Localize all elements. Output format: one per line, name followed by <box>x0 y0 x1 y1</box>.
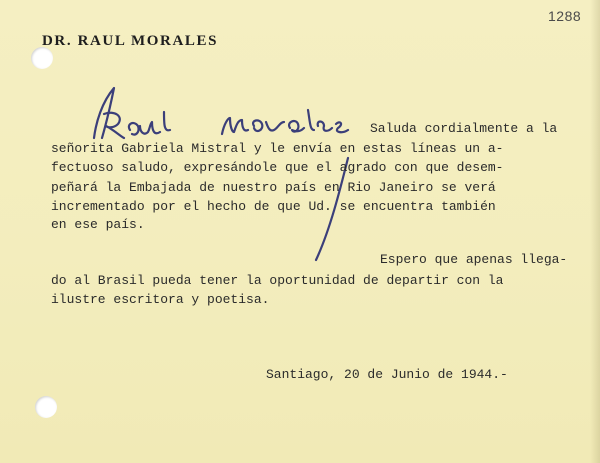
paragraph-2-line-1: Espero que apenas llega- <box>380 252 568 267</box>
paragraph-1-line-6: en ese país. <box>51 217 145 232</box>
paragraph-2-line-2: do al Brasil pueda tener la oportunidad de departir con la <box>51 273 504 288</box>
paragraph-1-line-3: fectuoso saludo, expresándole que el agrado con que desem- <box>51 160 504 175</box>
dateline: Santiago, 20 de Junio de 1944.- <box>266 367 508 382</box>
archive-number: 1288 <box>548 8 582 24</box>
letterhead-name: DR. RAUL MORALES <box>42 33 219 49</box>
paragraph-1-line-5: incrementado por el hecho de que Ud. se encuentra también <box>51 199 496 214</box>
paragraph-1-line-1: Saluda cordialmente a la <box>370 121 558 136</box>
punch-hole-top <box>31 47 53 69</box>
paragraph-1-line-2: señorita Gabriela Mistral y le envía en estas líneas un a- <box>51 141 504 156</box>
punch-hole-bottom <box>35 396 57 418</box>
paragraph-2-line-3: ilustre escritora y poetisa. <box>51 292 270 307</box>
card-edge-shadow <box>590 0 600 463</box>
paragraph-1-line-4: peñará la Embajada de nuestro país en Rio Janeiro se verá <box>51 180 496 195</box>
